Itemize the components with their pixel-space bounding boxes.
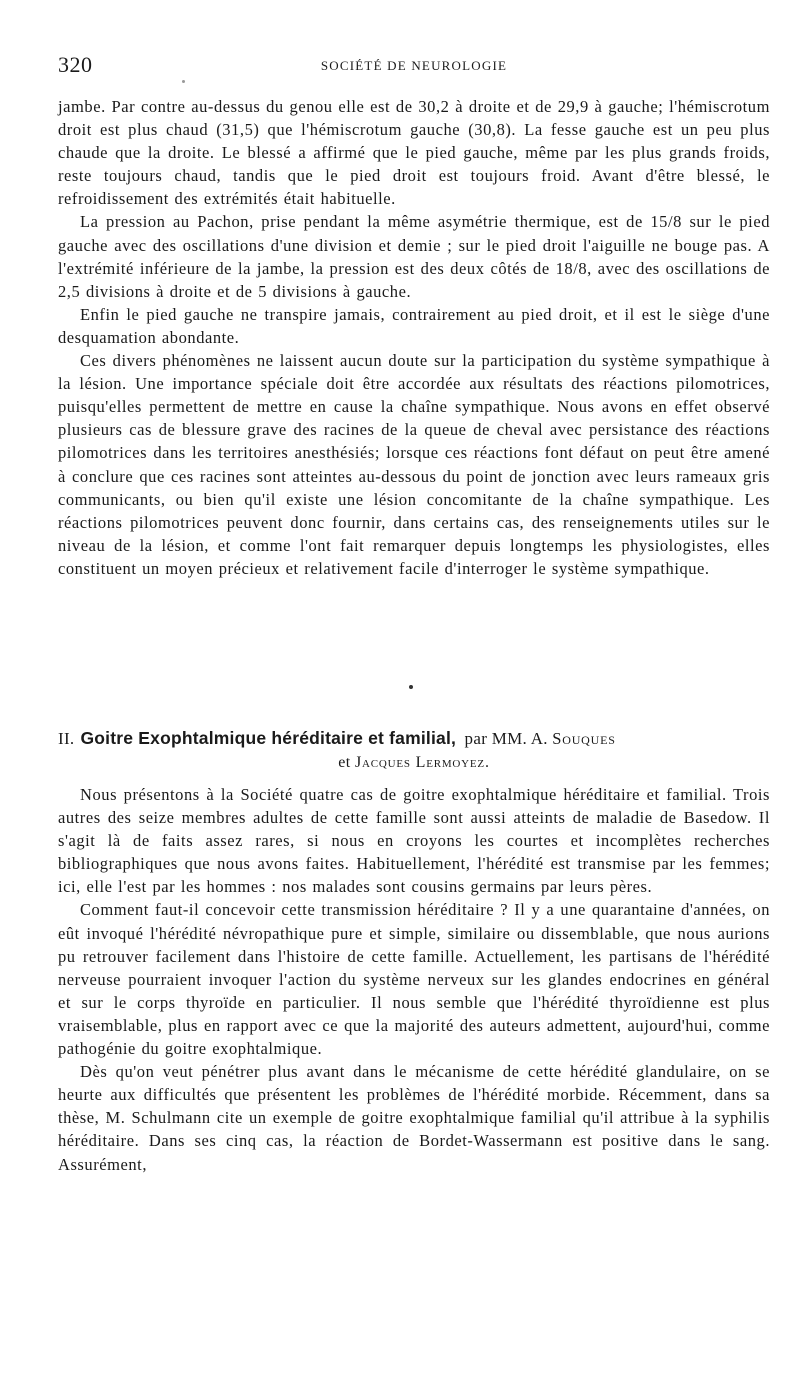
running-head (58, 52, 770, 78)
author-prefix: par MM. A. (464, 729, 548, 748)
paragraph: La pression au Pachon, prise pendant la même asymétrie thermique, est de 15/8 sur le pied gauche avec des oscillations d'une division et demie ; sur le pied droit l'aiguille ne bouge pas. A l'extrémité inférieure de la jambe, la pression est des deux côtés de 18/8, avec des oscillations de 2,5 divisions à droite et de 5 divisions à gauche. (58, 212, 770, 301)
page-number: 320 (58, 52, 93, 77)
section-heading (58, 726, 770, 775)
paragraph: Dès qu'on veut pénétrer plus avant dans le mécanisme de cette hérédité glandulaire, on se heurte aux difficultés que présentent les problèmes de l'hérédité morbide. Récemment, dans sa thèse, M. Schulmann cite un exemple de goitre exophtalmique familial qu'il attribue à la syphilis héréditaire. Dans ses cinq cas, la réaction de Bordet-Wassermann est positive dans le sang. Assurément, (58, 1062, 770, 1174)
section-a-body (58, 95, 770, 580)
paragraph: Nous présentons à la Société quatre cas de goitre exophtalmique héréditaire et familial. Trois autres des seize membres adultes de cette famille sont aussi atteints de maladie de Basedow. Il s'agit là de faits assez rares, si nous en croyons les courtes et incomplètes recherches bibliographiques que nous avons faites. Habituellement, l'hérédité est transmise par les femmes; ici, elle l'est par les hommes : nos malades sont cousins germains par leurs pères. (58, 785, 770, 897)
section-number: II. (58, 729, 75, 748)
heading-line-2 (58, 751, 770, 775)
paragraph: Ces divers phénomènes ne laissent aucun doute sur la participation du système sympathique à la lésion. Une importance spéciale doit être accordée aux résultats des réactions pilomotrices, puisqu'elles permettent de mettre en cause la chaîne sympathique. Nous avons en effet observé plusieurs cas de blessure grave des racines de la queue de cheval avec persistance des réactions pilomotrices dans les territoires anesthésiés; lorsque ces réactions font défaut on peut être amené à conclure que ces racines sont atteintes au-dessous du point de jonction avec leurs rameaux gris communicants, ou bien qu'il existe une lésion concomitante de la chaîne sympathique. Les réactions pilomotrices peuvent donc fournir, dans certains cas, des renseignements utiles sur le niveau de la lésion, et comme l'ont fait remarquer depuis longtemps les physiologistes, elles constituent un moyen précieux et relativement facile d'interroger le système sympathique. (58, 351, 770, 578)
paragraph: jambe. Par contre au-dessus du genou elle est de 30,2 à droite et de 29,9 à gauche; l'hémiscrotum droit est plus chaud (31,5) que l'hémiscrotum gauche (30,8). La fesse gauche est un peu plus chaude que la droite. Le blessé a affirmé que le pied gauche, même par les plus grands froids, reste toujours chaud, tandis que le pied droit est toujours froid. Avant d'être blessé, le refroidissement des extrémités était habituelle. (58, 97, 770, 209)
section-b-body (58, 783, 770, 1176)
journal-title: SOCIÉTÉ DE NEUROLOGIE (320, 58, 508, 73)
author-lermoyez: Jacques Lermoyez. (354, 754, 490, 771)
heading-line-1 (58, 726, 770, 751)
print-dot (409, 685, 413, 689)
section-title: Goitre Exophtalmique héréditaire et familial, (80, 728, 457, 748)
print-speck (182, 80, 185, 83)
author-conjunction: et (338, 754, 351, 771)
paragraph: Enfin le pied gauche ne transpire jamais, contrairement au pied droit, et il est le siège d'une desquamation abondante. (58, 304, 770, 347)
paragraph: Comment faut-il concevoir cette transmission héréditaire ? Il y a une quarantaine d'années, on eût invoqué l'hérédité névropathique pure et simple, similaire ou dissemblable, que nous aurions pu retrouver facilement dans l'histoire de cette famille. Actuellement, les partisans de l'hérédité nerveuse pourraient invoquer l'action du système nerveux sur les glandes endocrines en général et sur le corps thyroïde en particulier. Il nous semble que l'hérédité thyroïdienne est plus vraisemblable, plus en rapport avec ce que la majorité des auteurs admettent, aujourd'hui, comme pathogénie du goitre exophtalmique. (58, 900, 770, 1059)
author-souques: Souques (552, 729, 616, 748)
